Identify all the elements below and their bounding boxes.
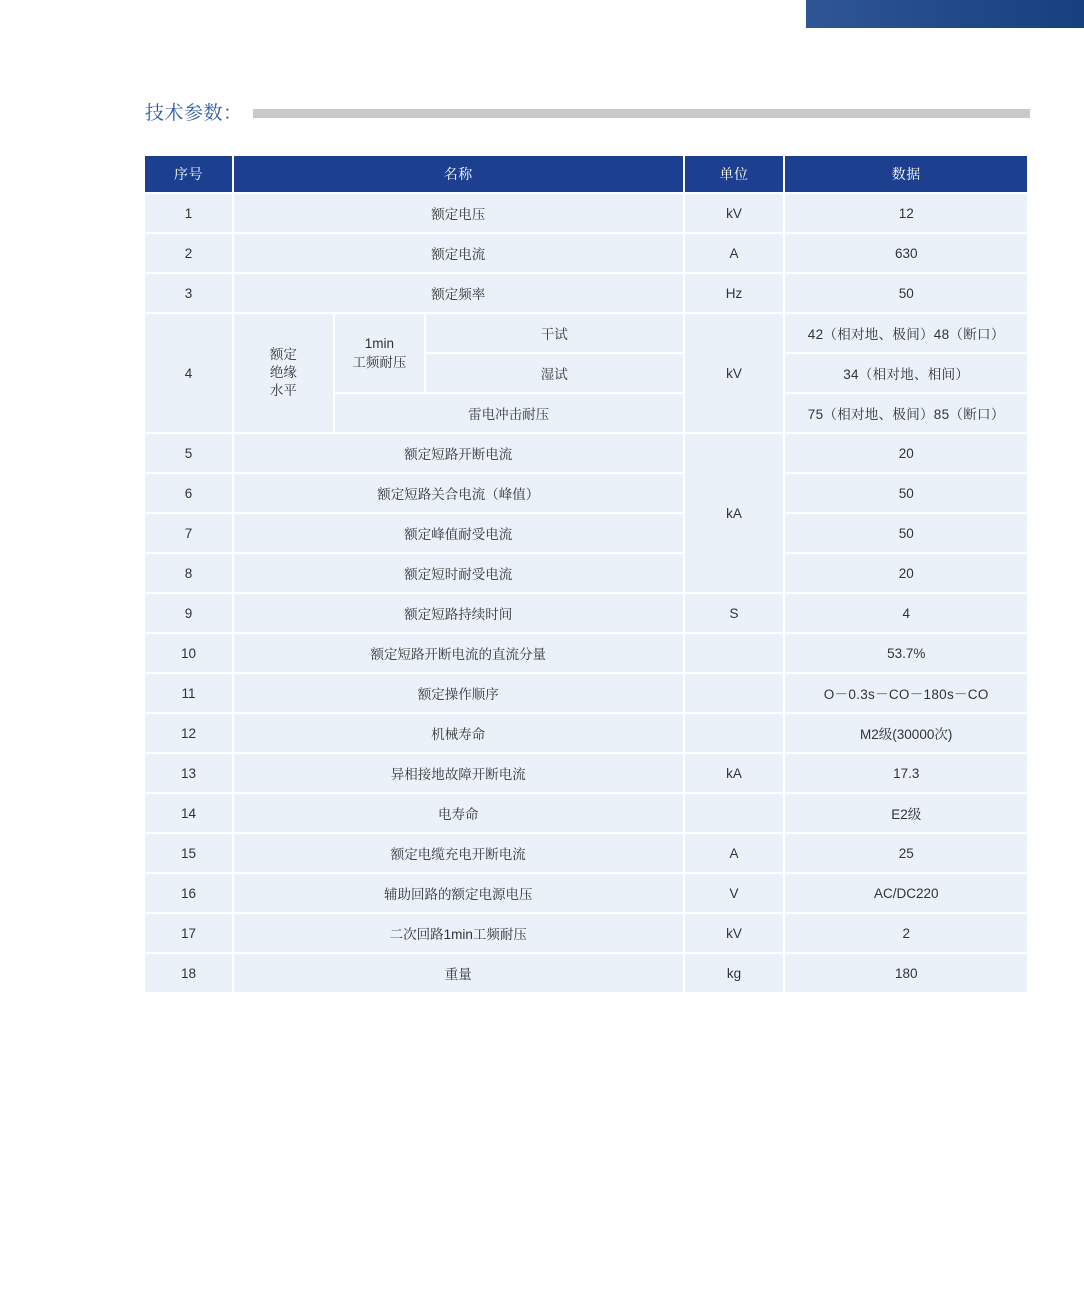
power-frequency-line2: 工频耐压 — [352, 354, 407, 370]
table-row — [145, 634, 1027, 672]
row-name: 额定峰值耐受电流 — [234, 514, 685, 552]
row-unit-ka-group: kA — [685, 434, 786, 592]
table-row — [145, 834, 1027, 872]
row-data: 630 — [785, 234, 1027, 272]
row-name: 额定电缆充电开断电流 — [234, 834, 685, 872]
table-row — [145, 874, 1027, 912]
row-no: 10 — [145, 634, 234, 672]
row-data: 17.3 — [785, 754, 1027, 792]
row-no: 9 — [145, 594, 234, 632]
power-frequency-label — [335, 314, 426, 392]
power-frequency-line1: 1min — [364, 335, 394, 351]
row-data: 20 — [785, 434, 1027, 472]
row-data: AC/DC220 — [785, 874, 1027, 912]
row-data-dry: 42（相对地、极间）48（断口） — [785, 314, 1027, 352]
row-no: 5 — [145, 434, 234, 472]
row-data: E2级 — [785, 794, 1027, 832]
row-no: 1 — [145, 194, 234, 232]
insulation-label-line1: 额定 — [269, 346, 297, 362]
row-no: 2 — [145, 234, 234, 272]
row-unit: kV — [685, 914, 786, 952]
row-no: 7 — [145, 514, 234, 552]
row-data: 12 — [785, 194, 1027, 232]
table-row — [145, 794, 1027, 832]
row-name: 异相接地故障开断电流 — [234, 754, 685, 792]
row-name: 机械寿命 — [234, 714, 685, 752]
insulation-level-label — [234, 314, 335, 432]
table-row-insulation-dry — [145, 314, 1027, 352]
row-unit: A — [685, 834, 786, 872]
row-data: M2级(30000次) — [785, 714, 1027, 752]
table-row — [145, 234, 1027, 272]
row-data-lightning: 75（相对地、极间）85（断口） — [785, 394, 1027, 432]
row-name: 额定短时耐受电流 — [234, 554, 685, 592]
column-header-no: 序号 — [145, 156, 234, 192]
row-data: 20 — [785, 554, 1027, 592]
table-header-row — [145, 156, 1027, 192]
table-row — [145, 914, 1027, 952]
row-unit: V — [685, 874, 786, 912]
row-no: 8 — [145, 554, 234, 592]
row-unit — [685, 794, 786, 832]
table-header — [145, 156, 1027, 192]
row-name: 二次回路1min工频耐压 — [234, 914, 685, 952]
row-name: 额定短路开断电流 — [234, 434, 685, 472]
table-row — [145, 474, 1027, 512]
row-unit — [685, 674, 786, 712]
row-no: 13 — [145, 754, 234, 792]
row-data: 25 — [785, 834, 1027, 872]
row-name: 额定短路持续时间 — [234, 594, 685, 632]
row-data-wet: 34（相对地、相间） — [785, 354, 1027, 392]
row-no: 11 — [145, 674, 234, 712]
row-no: 15 — [145, 834, 234, 872]
row-data: 50 — [785, 514, 1027, 552]
row-no: 12 — [145, 714, 234, 752]
row-name: 辅助回路的额定电源电压 — [234, 874, 685, 912]
row-data: 53.7% — [785, 634, 1027, 672]
column-header-unit: 单位 — [685, 156, 786, 192]
table-row — [145, 954, 1027, 992]
table-row — [145, 714, 1027, 752]
row-no: 14 — [145, 794, 234, 832]
section-header — [145, 98, 1030, 124]
table-row — [145, 594, 1027, 632]
row-name: 额定操作顺序 — [234, 674, 685, 712]
row-unit: S — [685, 594, 786, 632]
row-name: 额定短路开断电流的直流分量 — [234, 634, 685, 672]
row-no: 4 — [145, 314, 234, 432]
test-wet-label: 湿试 — [426, 354, 685, 392]
row-name: 额定频率 — [234, 274, 685, 312]
lightning-impulse-label: 雷电冲击耐压 — [335, 394, 685, 432]
column-header-data: 数据 — [785, 156, 1027, 192]
row-name: 额定电压 — [234, 194, 685, 232]
row-name: 电寿命 — [234, 794, 685, 832]
table-row — [145, 274, 1027, 312]
technical-parameters-table — [145, 154, 1027, 994]
table-row — [145, 514, 1027, 552]
column-header-name: 名称 — [234, 156, 685, 192]
row-no: 3 — [145, 274, 234, 312]
title-rule — [253, 109, 1030, 118]
row-unit: Hz — [685, 274, 786, 312]
insulation-label-line2: 绝缘 — [269, 364, 297, 380]
row-name: 重量 — [234, 954, 685, 992]
row-data: 180 — [785, 954, 1027, 992]
row-unit — [685, 634, 786, 672]
table-row — [145, 434, 1027, 472]
row-data: O－0.3s－CO－180s－CO — [785, 674, 1027, 712]
row-name: 额定短路关合电流（峰值） — [234, 474, 685, 512]
table-row — [145, 554, 1027, 592]
row-name: 额定电流 — [234, 234, 685, 272]
row-data: 50 — [785, 274, 1027, 312]
row-unit — [685, 714, 786, 752]
row-data: 2 — [785, 914, 1027, 952]
row-no: 17 — [145, 914, 234, 952]
row-data: 4 — [785, 594, 1027, 632]
row-no: 6 — [145, 474, 234, 512]
row-no: 16 — [145, 874, 234, 912]
row-unit: kA — [685, 754, 786, 792]
row-data: 50 — [785, 474, 1027, 512]
row-unit: kV — [685, 194, 786, 232]
insulation-label-line3: 水平 — [269, 383, 297, 399]
row-no: 18 — [145, 954, 234, 992]
row-unit: A — [685, 234, 786, 272]
page-title: 技术参数： — [145, 101, 243, 124]
row-unit: kg — [685, 954, 786, 992]
table-row — [145, 674, 1027, 712]
table-body — [145, 194, 1027, 992]
test-dry-label: 干试 — [426, 314, 685, 352]
table-row — [145, 194, 1027, 232]
table-row — [145, 754, 1027, 792]
row-unit: kV — [685, 314, 786, 432]
